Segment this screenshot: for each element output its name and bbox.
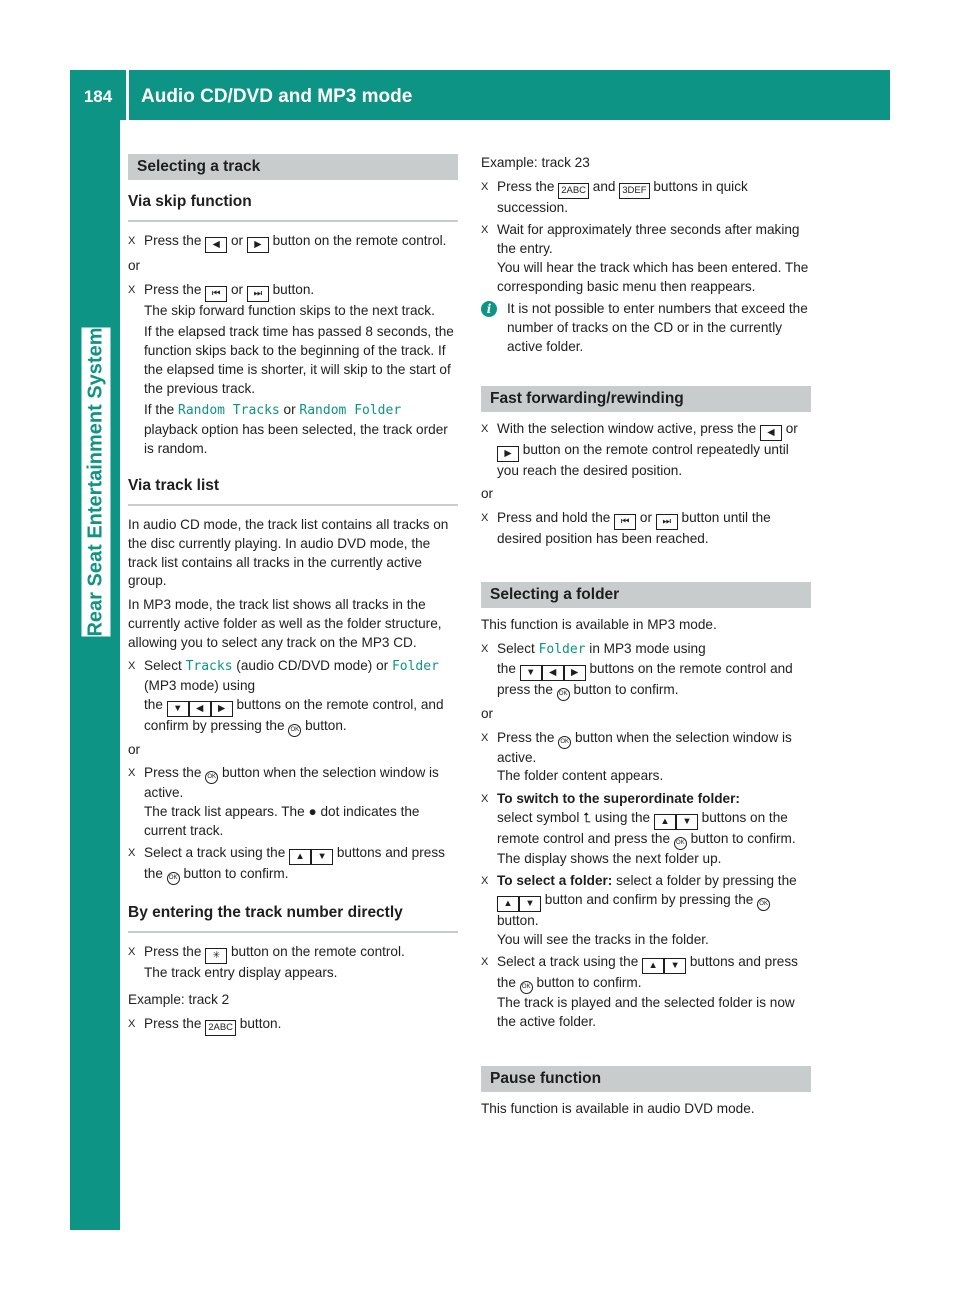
chapter-title: Audio CD/DVD and MP3 mode [141, 86, 413, 107]
left-key-icon: ◀ [205, 237, 227, 253]
up-key-icon: ▲ [642, 958, 664, 974]
instruction-step: X To select a folder: select a folder by pressing the ▲ ▼ button and confirm by pressing the OK button. You will see the tracks in the folder. [481, 873, 797, 947]
left-key-icon: ◀ [760, 425, 782, 441]
section-heading-pause: Pause function [481, 1066, 811, 1092]
skip-forward-key-icon: ⏭ [247, 286, 269, 302]
instruction-step: X Press the ⏮ or ⏭ button. The skip forward function skips to the next track. If the elapsed track time has passed 8 seconds, the function skips back to the beginning of the track. If the elapsed time is shorter, it will skip to the start of the previous track. If the Random Tracks or Random Folder playback option has been selected, the track order is random. [128, 281, 454, 456]
right-key-icon: ▶ [497, 446, 519, 462]
step-arrow-icon: X [481, 731, 489, 744]
or-text: or [128, 258, 141, 273]
step-arrow-icon: X [481, 956, 489, 969]
step-arrow-icon: X [481, 511, 489, 524]
instruction-step: X Press the 2ABC and 3DEF buttons in quick succession. [481, 178, 748, 215]
section-heading-fast-forward: Fast forwarding/rewinding [481, 386, 811, 412]
step-arrow-icon: X [481, 792, 489, 805]
subheading-direct-entry: By entering the track number directly [128, 899, 458, 933]
instruction-step: X Select a track using the ▲ ▼ buttons and press the OK button to confirm. [128, 844, 458, 885]
step-arrow-icon: X [128, 767, 136, 780]
left-column [128, 154, 458, 1040]
option-random-folder: Random Folder [299, 403, 402, 419]
down-key-icon: ▼ [519, 896, 541, 912]
ok-key-icon: OK [674, 837, 687, 850]
skip-back-key-icon: ⏮ [205, 286, 227, 302]
instruction-step: X Wait for approximately three seconds after making the entry. You will hear the track which has been entered. The corresponding basic menu then reappears. [481, 222, 809, 294]
step-arrow-icon: X [128, 283, 136, 296]
page-header [70, 70, 890, 120]
ok-key-icon: OK [558, 736, 571, 749]
skip-forward-key-icon: ⏭ [656, 514, 678, 530]
example-text: Example: track 23 [481, 155, 590, 170]
or-text: or [481, 705, 494, 721]
ok-key-icon: OK [288, 724, 301, 737]
down-key-icon: ▼ [311, 849, 333, 865]
option-folder: Folder [538, 642, 586, 658]
section-heading-selecting-track: Selecting a track [128, 154, 458, 180]
up-key-icon: ▲ [289, 849, 311, 865]
info-note: i It is not possible to enter numbers that exceed the number of tracks on the CD or in the currently active folder. [481, 300, 811, 356]
instruction-step: X Press and hold the ⏮ or ⏭ button until the desired position has been reached. [481, 509, 771, 546]
down-key-icon: ▼ [167, 701, 189, 717]
paragraph: In audio CD mode, the track list contains all tracks on the disc currently playing. In audio DVD mode, the track list contains all tracks in the currently active group. [128, 517, 449, 589]
side-tab [70, 120, 120, 1230]
down-key-icon: ▼ [664, 958, 686, 974]
ok-key-icon: OK [167, 872, 180, 885]
down-key-icon: ▼ [676, 814, 698, 830]
two-key-icon: 2ABC [205, 1020, 236, 1036]
subheading-track-list: Via track list [128, 472, 458, 506]
ok-key-icon: OK [557, 688, 570, 701]
ok-key-icon: OK [205, 771, 218, 784]
step-arrow-icon: X [128, 1017, 136, 1030]
step-arrow-icon: X [128, 847, 136, 860]
step-arrow-icon: X [481, 423, 489, 436]
instruction-step: X Press the OK button when the selection window is active. The track list appears. The ● dot indicates the current track. [128, 765, 439, 838]
instruction-step: X Select Tracks (audio CD/DVD mode) or Folder (MP3 mode) using the ▼ ◀ ▶ buttons on the remote control, and confirm by pressing the OK button. [128, 657, 458, 736]
paragraph: This function is available in MP3 mode. [481, 617, 717, 633]
up-key-icon: ▲ [497, 896, 519, 912]
right-key-icon: ▶ [247, 237, 269, 253]
instruction-step: X Press the ◀ or ▶ button on the remote control. [128, 232, 458, 253]
step-arrow-icon: X [128, 660, 136, 673]
option-folder: Folder [391, 659, 439, 675]
example-text: Example: track 2 [128, 992, 230, 1008]
left-key-icon: ◀ [542, 665, 564, 681]
folder-up-icon: ⮤ [583, 809, 592, 825]
step-arrow-icon: X [128, 235, 136, 247]
instruction-step: X Select a track using the ▲ ▼ buttons and press the OK button to confirm. The track is played and the selected folder is now the active folder. [481, 954, 798, 1030]
step-arrow-icon: X [481, 224, 489, 237]
instruction-step: X Select Folder in MP3 mode using the ▼ ◀ ▶ buttons on the remote control and press the OK button to confirm. [481, 640, 811, 701]
skip-back-key-icon: ⏮ [614, 514, 636, 530]
three-key-icon: 3DEF [619, 183, 649, 199]
option-random-tracks: Random Tracks [178, 403, 280, 419]
current-track-dot-icon: ● [308, 804, 317, 820]
instruction-step: X Press the 2ABC button. [128, 1015, 458, 1036]
step-arrow-icon: X [481, 643, 489, 656]
ok-key-icon: OK [757, 898, 770, 911]
paragraph: This function is available in audio DVD mode. [481, 1100, 755, 1116]
section-heading-selecting-folder: Selecting a folder [481, 582, 811, 608]
left-key-icon: ◀ [189, 701, 211, 717]
page-number: 184 [83, 87, 113, 106]
hash-key-icon: ✳ [205, 948, 227, 964]
or-text: or [481, 486, 494, 502]
step-arrow-icon: X [481, 875, 489, 888]
right-column [481, 154, 811, 1124]
up-key-icon: ▲ [654, 814, 676, 830]
header-divider [126, 70, 129, 120]
instruction-step: X Press the ✳ button on the remote control. The track entry display appears. [128, 944, 405, 981]
info-icon: i [481, 301, 497, 317]
ok-key-icon: OK [520, 981, 533, 994]
right-key-icon: ▶ [211, 701, 233, 717]
instruction-step: X With the selection window active, press the ◀ or ▶ button on the remote control repeatedly until you reach the desired position. [481, 421, 798, 479]
instruction-step: X Press the OK button when the selection window is active. The folder content appears. [481, 729, 792, 784]
paragraph: In MP3 mode, the track list shows all tracks in the currently active folder as well as the folder structure, allowing you to select any track on the MP3 CD. [128, 597, 442, 650]
right-key-icon: ▶ [564, 665, 586, 681]
subheading-skip: Via skip function [128, 188, 458, 222]
instruction-step: X To switch to the superordinate folder: select symbol ⮤ using the ▲ ▼ buttons on the remote control and press the OK button to confirm. The display shows the next folder up. [481, 790, 796, 866]
down-key-icon: ▼ [520, 665, 542, 681]
step-arrow-icon: X [481, 180, 489, 193]
step-arrow-icon: X [128, 946, 136, 959]
two-key-icon: 2ABC [558, 183, 589, 199]
side-tab-title: Rear Seat Entertainment System [82, 327, 111, 636]
option-tracks: Tracks [185, 659, 233, 675]
or-text: or [128, 741, 141, 757]
